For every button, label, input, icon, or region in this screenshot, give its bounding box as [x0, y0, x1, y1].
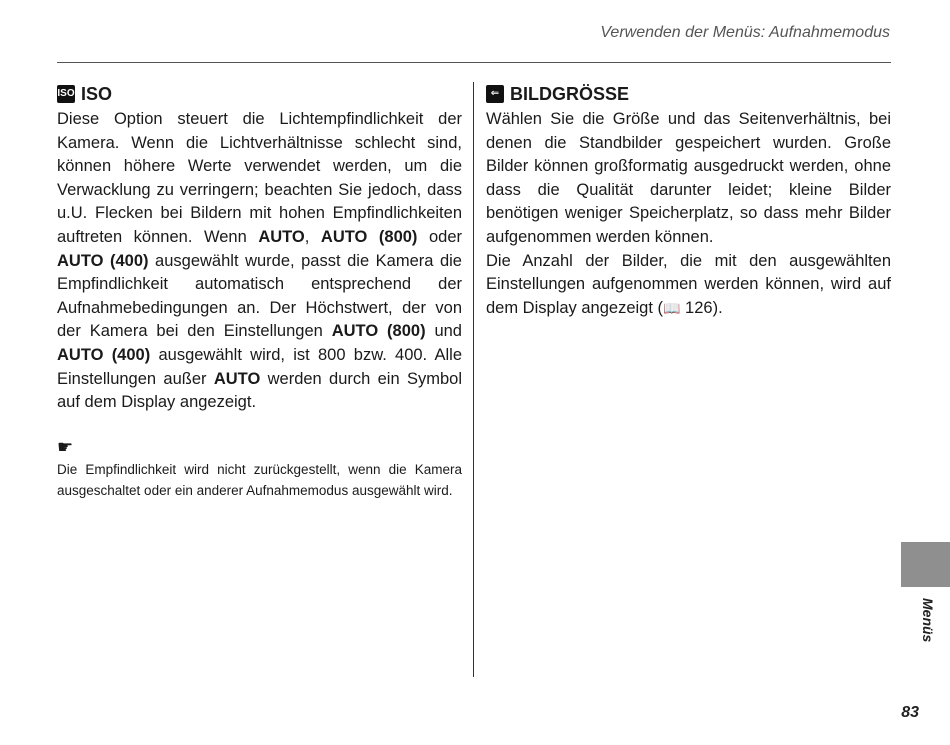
iso-note: Die Empfindlichkeit wird nicht zurückgestellt, wenn die Kamera ausgeschaltet oder ein anderer Aufnahmemodus ausgewählt wird. [57, 461, 462, 498]
image-count-description: Die Anzahl der Bilder, die mit den ausgewählten Einstellungen aufgenommen werden können, wird auf dem Display angezeigt (📖 126). [486, 251, 891, 317]
pointing-hand-icon: ☛ [57, 436, 74, 457]
page-reference: 126 [680, 298, 713, 317]
iso-description: Diese Option steuert die Lichtempfindlichkeit der Kamera. Wenn die Lichtverhältnisse schlecht sind, können höhere Werte verwendet werden, um die Verwacklung zu verringern; beachten Sie jedoch, dass u.U. Flecken bei Bildern mit hohen Empfindlichkeiten auftreten können. Wenn AUTO, AUTO (800) oder AUTO (400) ausgewählt wurde, passt die Kamera die Empfindlichkeit automatisch entsprechend der Aufnahmebedingungen an. Der Höchstwert, der von der Kamera bei den Einstellungen AUTO (800) und AUTO (400) ausgewählt wird, ist 800 bzw. 400. Alle Einstellungen außer AUTO werden durch ein Symbol auf dem Display angezeigt. [57, 110, 463, 412]
image-size-section [486, 82, 891, 320]
image-size-description: Wählen Sie die Größe und das Seitenverhältnis, bei denen die Standbilder gespeichert wurden. Große Bilder können großformatig ausgedruckt werden, ohne dass die Qualität darunter leidet; kleine Bilder benötigen weniger Speicherplatz, so dass mehr Bilder aufgenommen werden können. [486, 110, 891, 246]
iso-title: ISO [81, 84, 113, 104]
page-number: 83 [901, 704, 919, 721]
column-divider [473, 82, 474, 677]
image-size-heading [486, 82, 891, 106]
header-divider [57, 62, 891, 63]
chapter-label: Menüs [920, 598, 936, 643]
iso-section [57, 82, 462, 501]
book-icon: 📖 [663, 299, 681, 316]
running-header: Verwenden der Menüs: Aufnahmemodus [600, 24, 890, 41]
image-size-icon: ⇐ [486, 85, 504, 103]
iso-heading [57, 82, 462, 106]
chapter-tab [901, 542, 950, 587]
iso-icon: ISO [57, 85, 75, 103]
image-size-title: BILDGRÖSSE [510, 84, 630, 104]
